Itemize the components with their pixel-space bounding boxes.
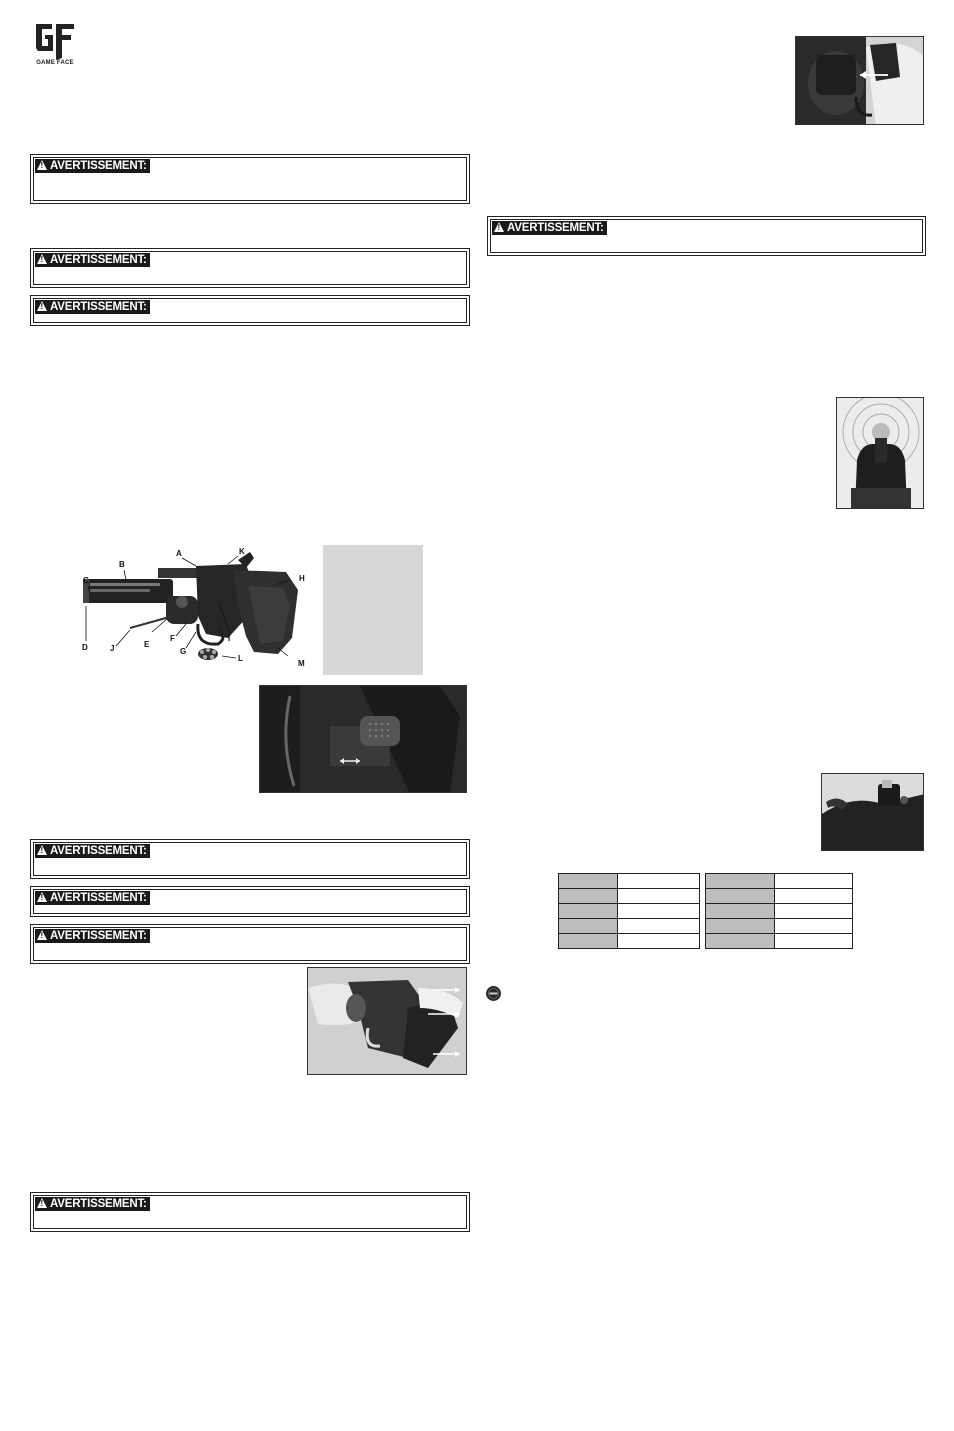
warning-box bbox=[30, 248, 470, 288]
cylinder-open-icon bbox=[796, 37, 924, 125]
part-label-l: L bbox=[238, 654, 243, 663]
warning-box bbox=[30, 1192, 470, 1232]
warning-label: AVERTISSEMENT: bbox=[50, 254, 147, 266]
part-label-c: C bbox=[83, 576, 89, 585]
part-label-m: M bbox=[298, 659, 305, 668]
warning-box bbox=[30, 924, 470, 964]
logo-mark-icon bbox=[30, 20, 80, 62]
adjustment-table-left bbox=[558, 873, 700, 949]
logo-text: GAME FACE bbox=[36, 60, 74, 66]
hands-revolver-icon bbox=[308, 968, 467, 1075]
warning-box bbox=[30, 886, 470, 917]
warning-triangle-icon bbox=[37, 301, 47, 311]
warning-triangle-icon bbox=[37, 930, 47, 940]
adjustment-table-right bbox=[705, 873, 853, 949]
revolver-diagram-icon bbox=[78, 546, 318, 676]
warning-triangle-icon bbox=[494, 222, 504, 232]
part-label-k: K bbox=[239, 547, 245, 556]
brand-logo bbox=[30, 20, 80, 75]
sight-picture-photo bbox=[836, 397, 924, 509]
warning-label: AVERTISSEMENT: bbox=[50, 845, 147, 857]
cylinder-loading-photo bbox=[795, 36, 924, 125]
part-label-b: B bbox=[119, 560, 125, 569]
part-label-j: J bbox=[110, 644, 115, 653]
warning-box bbox=[30, 154, 470, 204]
part-label-d: D bbox=[82, 643, 88, 652]
warning-box bbox=[30, 295, 470, 326]
warning-triangle-icon bbox=[37, 845, 47, 855]
cylinder-release-photo bbox=[307, 967, 467, 1075]
warning-triangle-icon bbox=[37, 1198, 47, 1208]
warning-triangle-icon bbox=[37, 254, 47, 264]
warning-triangle-icon bbox=[37, 892, 47, 902]
safety-switch-photo bbox=[259, 685, 467, 793]
warning-triangle-icon bbox=[37, 160, 47, 170]
warning-label: AVERTISSEMENT: bbox=[50, 892, 147, 904]
warning-label: AVERTISSEMENT: bbox=[507, 222, 604, 234]
part-label-i: I bbox=[228, 634, 231, 643]
part-label-a: A bbox=[176, 549, 182, 558]
grey-panel bbox=[323, 545, 423, 675]
part-label-g: G bbox=[180, 647, 187, 656]
warning-box bbox=[487, 216, 926, 256]
part-label-f: F bbox=[170, 634, 175, 643]
safety-switch-icon bbox=[260, 686, 467, 793]
part-label-h: H bbox=[299, 574, 305, 583]
badge-icon bbox=[486, 986, 501, 1001]
parts-diagram bbox=[78, 546, 318, 676]
rear-sight-icon bbox=[822, 774, 924, 851]
warning-label: AVERTISSEMENT: bbox=[50, 930, 147, 942]
warning-label: AVERTISSEMENT: bbox=[50, 301, 147, 313]
part-label-e: E bbox=[144, 640, 150, 649]
warning-label: AVERTISSEMENT: bbox=[50, 160, 147, 172]
rear-sight-photo bbox=[821, 773, 924, 851]
target-sight-icon bbox=[837, 398, 924, 509]
warning-label: AVERTISSEMENT: bbox=[50, 1198, 147, 1210]
warning-box bbox=[30, 839, 470, 879]
